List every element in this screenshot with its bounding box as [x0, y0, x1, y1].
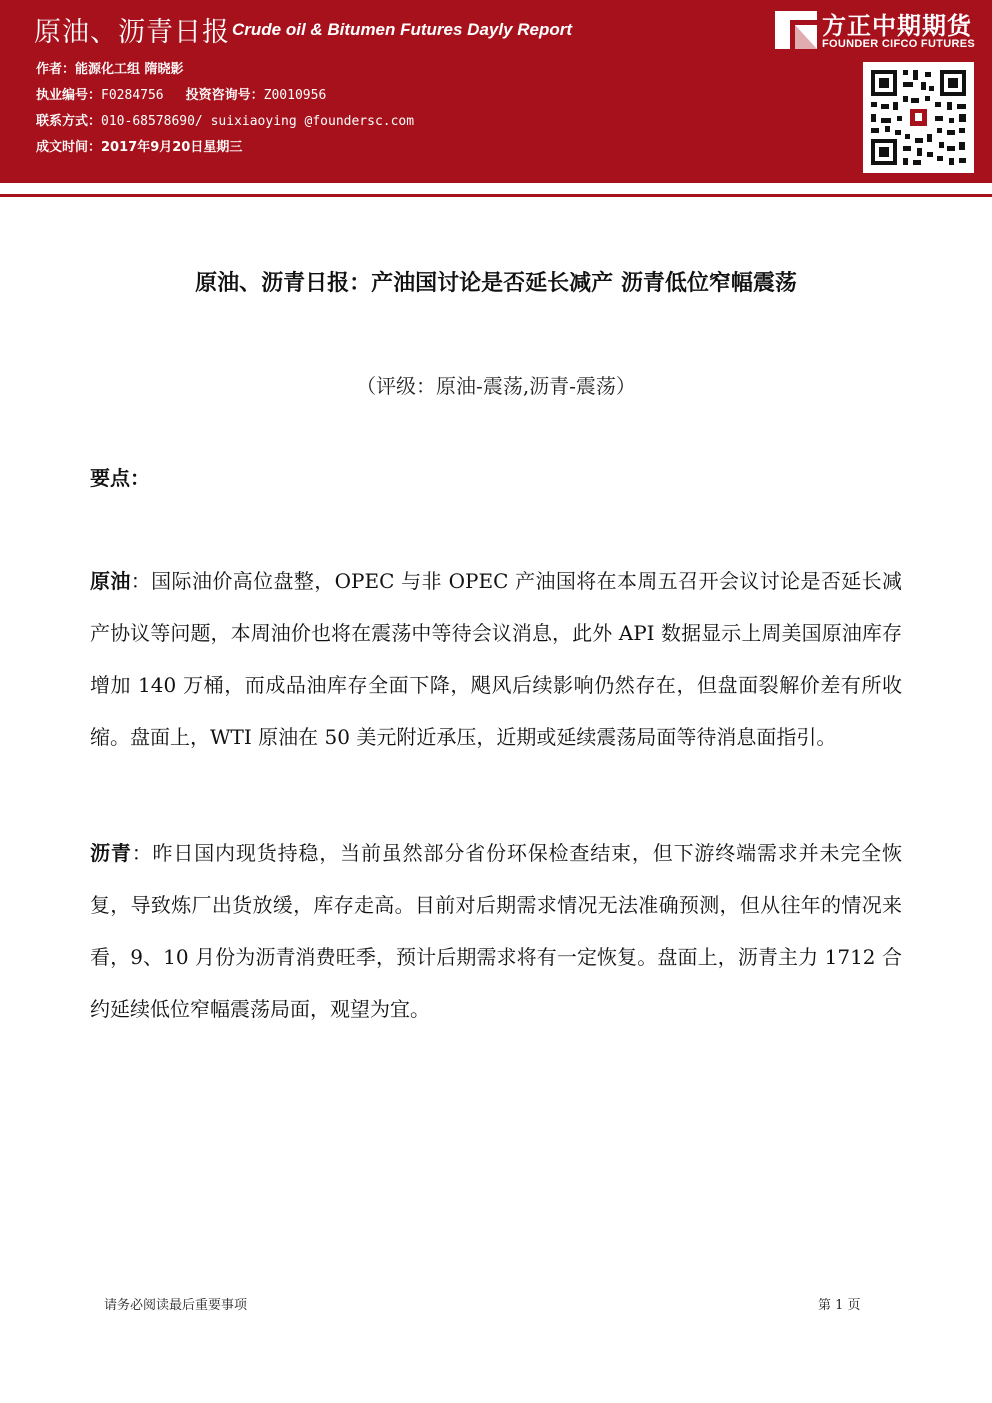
- license-label: 执业编号：: [36, 88, 102, 103]
- founder-logo-icon: [771, 7, 821, 53]
- qr-code-icon: [863, 62, 974, 173]
- date-line: [36, 136, 242, 155]
- contact-value: 010-68578690/ suixiaoying @foundersc.com: [101, 114, 415, 129]
- crude-lead: 原油: [90, 569, 131, 593]
- brand-name-cn: 方正中期期货: [822, 12, 972, 40]
- page-number: 第 1 页: [818, 1298, 861, 1313]
- footer-notice: 请务必阅读最后重要事项: [104, 1298, 248, 1313]
- crude-paragraph: [90, 555, 902, 763]
- bitumen-colon: ：: [131, 841, 153, 865]
- crude-colon: ：: [130, 569, 152, 593]
- bitumen-text: 昨日国内现货持稳，当前虽然部分省份环保检查结束，但下游终端需求并未完全恢复，导致炼厂出货放缓，库存走高。目前对后期需求情况无法准确预测，但从往年的情况来看，9、10 月份为沥青消费旺季，预计后期需求将有一定恢复。盘面上，沥青主力 1712 合约延续低位窄幅震荡局面，观望为宜。: [90, 841, 903, 1021]
- report-title-cn: 原油、沥青日报: [34, 17, 230, 48]
- author-label: 作者：: [36, 62, 76, 77]
- license-line: [36, 84, 326, 103]
- contact-label: 联系方式：: [36, 114, 102, 129]
- header-divider: [0, 183, 992, 197]
- advisory-label: 投资咨询号：: [185, 88, 264, 103]
- date-label: 成文时间：: [36, 140, 102, 155]
- license-value: F0284756: [101, 88, 164, 103]
- crude-text: 国际油价高位盘整，OPEC 与非 OPEC 产油国将在本周五召开会议讨论是否延长减产协议等问题，本周油价也将在震荡中等待会议消息，此外 API 数据显示上周美国原油库存增加 140 万桶，而成品油库存全面下降，飓风后续影响仍然存在，但盘面裂解价差有所收缩。盘面上，WTI 原油在 50 美元附近承压，近期或延续震荡局面等待消息面指引。: [90, 569, 903, 749]
- report-title-en: Crude oil & Bitumen Futures Dayly Report: [232, 20, 573, 39]
- author-line: [36, 58, 184, 77]
- report-header: [0, 0, 992, 183]
- advisory-value: Z0010956: [263, 88, 327, 103]
- document-title: 原油、沥青日报：产油国讨论是否延长减产 沥青低位窄幅震荡: [195, 271, 797, 296]
- date-value: 2017年9月20日星期三: [101, 140, 243, 155]
- bitumen-lead: 沥青: [90, 841, 132, 865]
- document-rating: （评级：原油-震荡,沥青-震荡）: [356, 374, 636, 398]
- bitumen-paragraph: [90, 827, 902, 1035]
- contact-line: [36, 110, 414, 129]
- brand-name-en: FOUNDER CIFCO FUTURES: [822, 38, 975, 50]
- key-points-heading: 要点：: [90, 466, 150, 490]
- author-value: 能源化工组 隋晓影: [75, 62, 184, 77]
